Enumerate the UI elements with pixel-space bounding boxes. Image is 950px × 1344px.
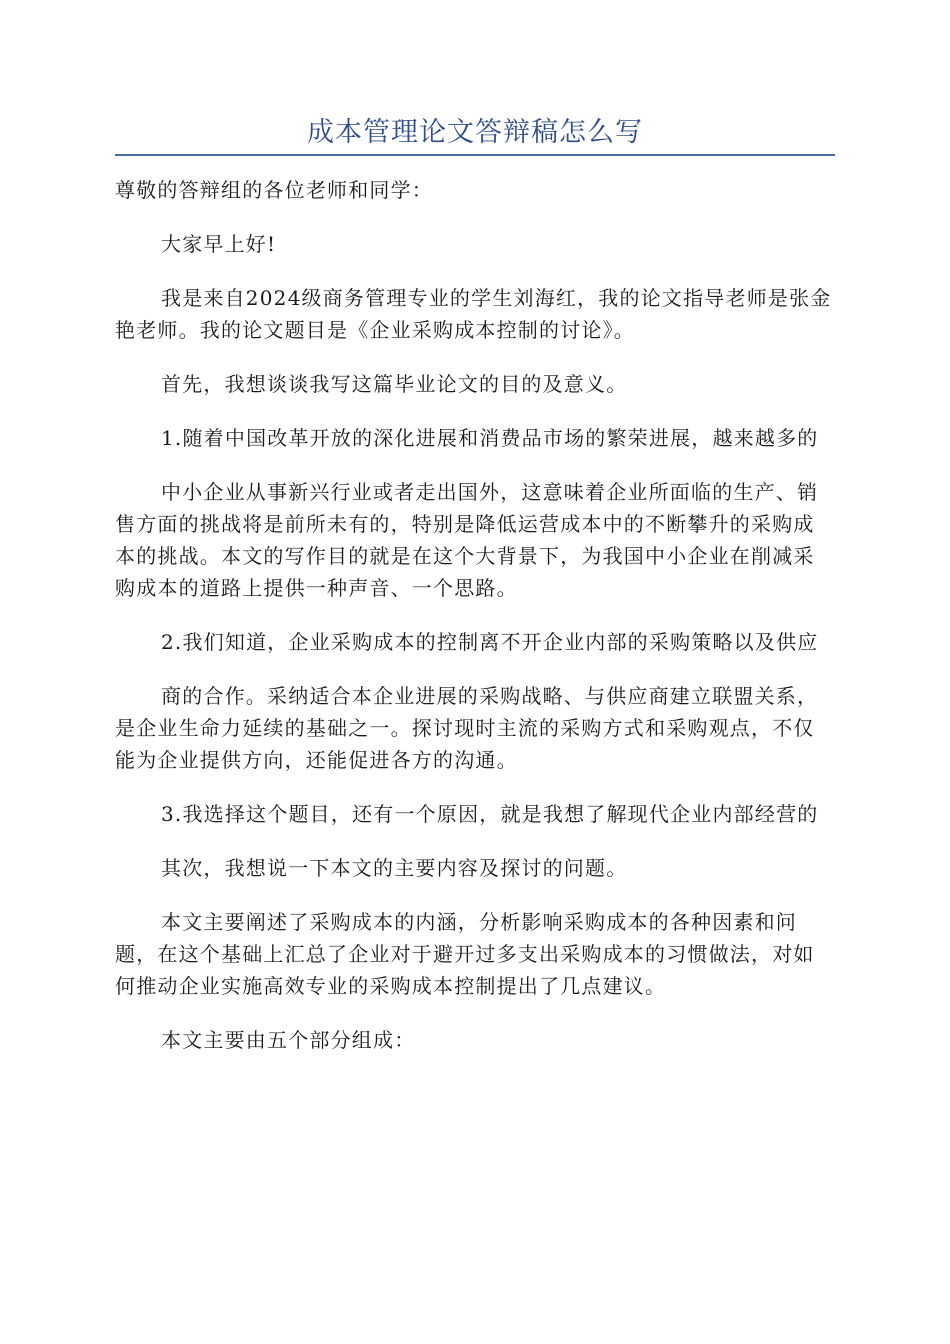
salutation-paragraph: 尊敬的答辩组的各位老师和同学： bbox=[115, 178, 433, 202]
point-2-paragraph: 2.我们知道，企业采购成本的控制离不开企业内部的采购策略以及供应 bbox=[161, 630, 819, 654]
structure-paragraph: 本文主要由五个部分组成： bbox=[161, 1028, 416, 1052]
content-heading-paragraph: 其次，我想说一下本文的主要内容及探讨的问题。 bbox=[161, 856, 628, 880]
content-summary-paragraph: 本文主要阐述了采购成本的内涵，分析影响采购成本的各种因素和问题，在这个基础上汇总了企业对于避开过多支出采购成本的习惯做法，对如何推动企业实施高效专业的采购成本控制提出了几点建议。 bbox=[115, 910, 815, 998]
point-1-paragraph: 1.随着中国改革开放的深化进展和消费品市场的繁荣进展，越来越多的 bbox=[161, 426, 819, 450]
purpose-heading-paragraph: 首先，我想谈谈我写这篇毕业论文的目的及意义。 bbox=[161, 372, 628, 396]
intro-paragraph: 我是来自2024级商务管理专业的学生刘海红，我的论文指导老师是张金艳老师。我的论文题目是《企业采购成本控制的讨论》。 bbox=[115, 286, 832, 342]
greeting-paragraph: 大家早上好! bbox=[161, 232, 277, 256]
document-title: 成本管理论文答辩稿怎么写 bbox=[307, 117, 643, 148]
point-2-continued-paragraph: 商的合作。采纳适合本企业进展的采购战略、与供应商建立联盟关系，是企业生命力延续的基础之一。探讨现时主流的采购方式和采购观点，不仅能为企业提供方向，还能促进各方的沟通。 bbox=[115, 684, 819, 772]
point-3-paragraph: 3.我选择这个题目，还有一个原因，就是我想了解现代企业内部经营的 bbox=[161, 802, 819, 826]
point-1-continued-paragraph: 中小企业从事新兴行业或者走出国外，这意味着企业所面临的生产、销售方面的挑战将是前所未有的，特别是降低运营成本中的不断攀升的采购成本的挑战。本文的写作目的就是在这个大背景下，为我国中小企业在削减采购成本的道路上提供一种声音、一个思路。 bbox=[115, 480, 819, 600]
title-underline bbox=[115, 154, 835, 156]
document-body bbox=[115, 174, 835, 1078]
